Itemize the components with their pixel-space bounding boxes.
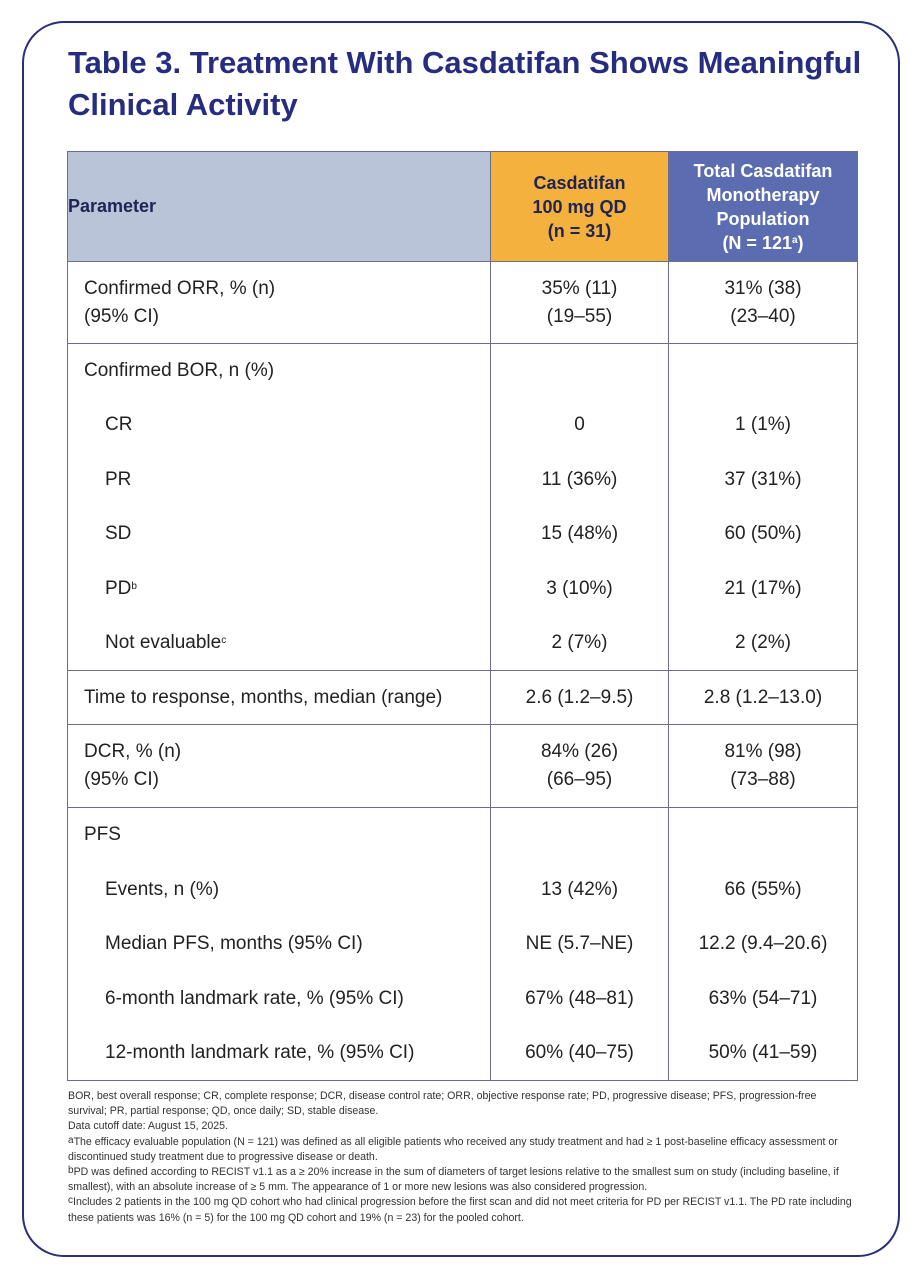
footnote-a: $^a$The efficacy evaluable population (N = 121) was defined as all eligible patients who received any study treatment and had ≥ 1 post-baseline efficacy assessment or discontinued study treatment due to progressive disease or death. — [68, 1134, 838, 1163]
results-table — [67, 151, 858, 1081]
table-row-ttr — [68, 671, 858, 725]
bor-col1-cell: 0 11 (36%) 15 (48%) 3 (10%) 2 (7%) — [491, 344, 669, 671]
table-row-bor — [68, 344, 858, 671]
abbreviations-note: BOR, best overall response; CR, complete response; DCR, disease control rate; ORR, objective response rate; PD, progressive disease; PFS, progression-free survival; PR, partial response; QD, once daily; SD, stable disease. — [68, 1090, 817, 1118]
pfs-label-cell: PFS Events, n (%) Median PFS, months (95% CI) 6-month landmark rate, % (95% CI) 12-month landmark rate, % (95% CI) — [68, 808, 491, 1081]
row-label: DCR, % (n) (95% CI) — [68, 725, 491, 808]
bor-col2-cell: 1 (1%) 37 (31%) 60 (50%) 21 (17%) 2 (2%) — [669, 344, 858, 671]
cell-col1: 35% (11) (19–55) — [491, 262, 669, 344]
cutoff-note: Data cutoff date: August 15, 2025. — [68, 1120, 229, 1133]
header-casdatifan-100mg: Casdatifan 100 mg QD (n = 31) — [491, 152, 669, 262]
header-row — [68, 152, 858, 262]
table-row-pfs — [68, 808, 858, 1081]
row-label: Confirmed ORR, % (n) (95% CI) — [68, 262, 491, 344]
bor-label-cell: Confirmed BOR, n (%) CR PR SD $PD^b$ Not evaluable$^c$ — [68, 344, 491, 671]
table-title: Table 3. Treatment With Casdatifan Shows Meaningful Clinical Activity — [68, 45, 862, 122]
footnotes — [68, 1089, 858, 1226]
cell-col2: 81% (98) (73–88) — [669, 725, 858, 808]
table-row-dcr — [68, 725, 858, 808]
table-row-orr — [68, 262, 858, 344]
pfs-col1-cell: 13 (42%) NE (5.7–NE) 67% (48–81) 60% (40–75) — [491, 808, 669, 1081]
header-total-population: Total Casdatifan Monotherapy Population $(N = 121^a)$ — [669, 152, 858, 262]
footnote-c: $^c$Includes 2 patients in the 100 mg QD cohort who had clinical progression before the first scan and did not meet criteria for PD per RECIST v1.1. The PD rate including these patients was 16% (n = 5) for the 100 mg QD cohort and 19% (n = 23) for the pooled cohort. — [68, 1195, 852, 1224]
row-label: Time to response, months, median (range) — [68, 671, 491, 725]
cell-col1: 84% (26) (66–95) — [491, 725, 669, 808]
cell-col2: 31% (38) (23–40) — [669, 262, 858, 344]
footnote-b: $^b$PD was defined according to RECIST v1.1 as a ≥ 20% increase in the sum of diameters of target lesions relative to the smallest sum on study (including baseline, if smallest), with an absolute increase of ≥ 5 mm. The appearance of 1 or more new lesions was also considered progression. — [68, 1165, 839, 1194]
pfs-col2-cell: 66 (55%) 12.2 (9.4–20.6) 63% (54–71) 50% (41–59) — [669, 808, 858, 1081]
cell-col2: 2.8 (1.2–13.0) — [669, 671, 858, 725]
header-parameter: Parameter — [68, 152, 491, 262]
cell-col1: 2.6 (1.2–9.5) — [491, 671, 669, 725]
